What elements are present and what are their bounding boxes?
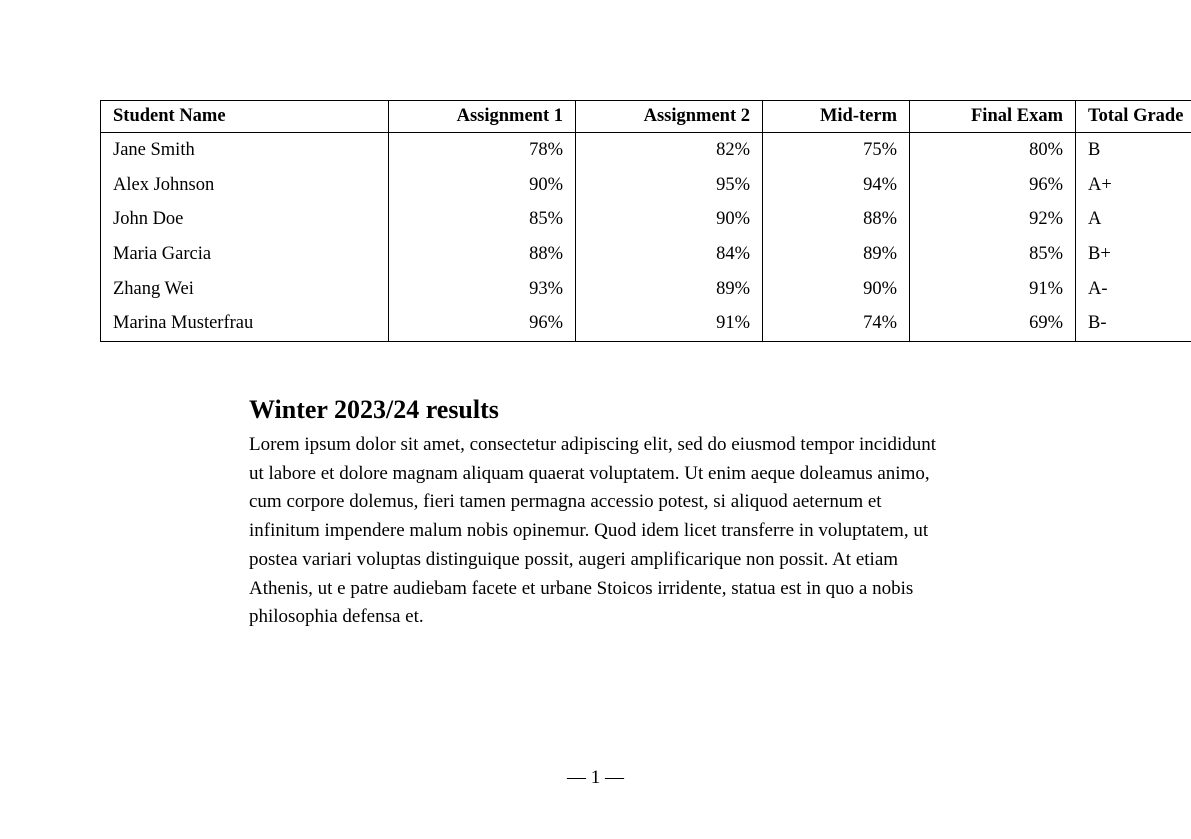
cell-total-grade: B+ <box>1088 243 1111 264</box>
cell-mid-term: 88% <box>763 202 910 237</box>
cell-assignment-2: 91% <box>576 306 763 341</box>
cell-assignment-1: 93% <box>389 272 576 307</box>
cell-mid-term: 89% <box>763 237 910 272</box>
table-row <box>101 168 1191 203</box>
table-row <box>101 133 1191 168</box>
cell-student-name: John Doe <box>101 202 389 237</box>
page-number: — 1 — <box>567 767 624 788</box>
column-header-assignment-1: Assignment 1 <box>389 101 576 133</box>
grades-table-body <box>101 133 1191 342</box>
table-row <box>101 237 1191 272</box>
cell-assignment-2: 84% <box>576 237 763 272</box>
cell-assignment-1: 96% <box>389 306 576 341</box>
cell-assignment-1: 85% <box>389 202 576 237</box>
column-header-final-exam: Final Exam <box>910 101 1076 133</box>
grades-table <box>100 100 1191 342</box>
cell-mid-term: 90% <box>763 272 910 307</box>
cell-student-name: Alex Johnson <box>101 168 389 203</box>
cell-final-exam: 69% <box>910 306 1076 341</box>
cell-student-name: Zhang Wei <box>101 272 389 307</box>
cell-assignment-1: 90% <box>389 168 576 203</box>
cell-total-grade: A+ <box>1088 174 1112 195</box>
column-header-student-name: Student Name <box>101 101 389 133</box>
cell-assignment-2: 82% <box>576 133 763 168</box>
cell-student-name: Maria Garcia <box>101 237 389 272</box>
cell-assignment-1: 78% <box>389 133 576 168</box>
section-heading: Winter 2023/24 results <box>249 395 499 424</box>
column-header-total-grade: Total Grade <box>1076 101 1191 133</box>
cell-final-exam: 85% <box>910 237 1076 272</box>
cell-student-name: Marina Musterfrau <box>101 306 389 341</box>
section-body-paragraph: Lorem ipsum dolor sit amet, consectetur adipiscing elit, sed do eiusmod tempor incididunt ut labore et dolore magnam aliquam quaerat voluptatem. Ut enim aeque doleamus animo, cum corpore dolemus, fieri tamen permagna accessio potest, si aliquod aeternum et infinitum impendere malum nobis opinemur. Quod idem licet transferre in voluptatem, ut postea variari voluptas distinguique possit, augeri amplificarique non possit. At etiam Athenis, ut e patre audiebam facete et urbane Stoicos irridente, statua est in quo a nobis philosophia defensa et. <box>249 434 937 628</box>
grades-table-head <box>101 101 1191 133</box>
grades-table-header-row <box>101 101 1191 133</box>
cell-assignment-2: 95% <box>576 168 763 203</box>
cell-final-exam: 92% <box>910 202 1076 237</box>
cell-assignment-2: 89% <box>576 272 763 307</box>
cell-student-name: Jane Smith <box>101 133 389 168</box>
cell-final-exam: 96% <box>910 168 1076 203</box>
cell-total-grade: A- <box>1088 278 1108 299</box>
column-header-mid-term: Mid-term <box>763 101 910 133</box>
cell-total-grade: A <box>1088 209 1102 230</box>
column-header-assignment-2: Assignment 2 <box>576 101 763 133</box>
cell-total-grade: B- <box>1088 313 1107 334</box>
cell-final-exam: 80% <box>910 133 1076 168</box>
cell-assignment-2: 90% <box>576 202 763 237</box>
table-row <box>101 272 1191 307</box>
cell-mid-term: 74% <box>763 306 910 341</box>
table-row <box>101 306 1191 341</box>
cell-assignment-1: 88% <box>389 237 576 272</box>
cell-mid-term: 75% <box>763 133 910 168</box>
cell-mid-term: 94% <box>763 168 910 203</box>
cell-total-grade: B <box>1088 139 1101 160</box>
table-row <box>101 202 1191 237</box>
cell-final-exam: 91% <box>910 272 1076 307</box>
